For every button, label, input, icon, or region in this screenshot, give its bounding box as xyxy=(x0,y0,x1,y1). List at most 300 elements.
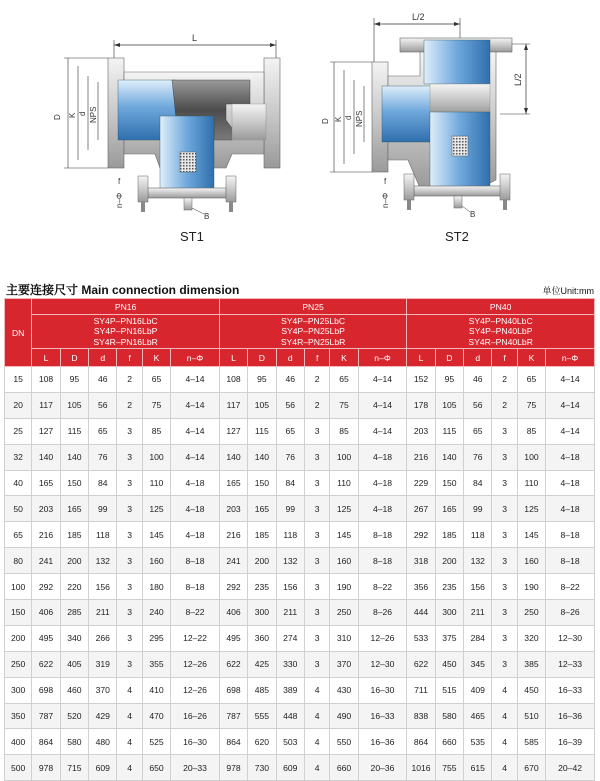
table-cell: 864 xyxy=(219,729,247,755)
table-cell: 615 xyxy=(464,755,492,781)
pn16-models xyxy=(32,315,219,349)
table-cell: 156 xyxy=(276,574,304,600)
table-cell: 698 xyxy=(219,677,247,703)
table-cell: 3 xyxy=(117,470,142,496)
table-cell: 8–18 xyxy=(171,548,220,574)
table-cell: 145 xyxy=(517,522,545,548)
table-cell: 140 xyxy=(32,444,60,470)
table-cell: 235 xyxy=(435,574,463,600)
table-cell: 4–14 xyxy=(171,418,220,444)
table-cell: 105 xyxy=(435,392,463,418)
table-cell: 389 xyxy=(276,677,304,703)
table-cell: 115 xyxy=(60,418,88,444)
table-cell: 156 xyxy=(89,574,117,600)
table-cell: 165 xyxy=(32,470,60,496)
table-cell: 3 xyxy=(304,470,329,496)
table-cell: 3 xyxy=(492,418,517,444)
table-cell: 160 xyxy=(142,548,170,574)
table-cell: 406 xyxy=(32,600,60,626)
table-cell: 132 xyxy=(89,548,117,574)
table-cell: 495 xyxy=(32,625,60,651)
table-cell: 85 xyxy=(517,418,545,444)
table-cell: 787 xyxy=(32,703,60,729)
table-cell: 3 xyxy=(492,548,517,574)
table-cell: 978 xyxy=(32,755,60,781)
table-cell: 4–18 xyxy=(546,444,595,470)
table-cell: 12–26 xyxy=(171,677,220,703)
table-cell: 3 xyxy=(492,444,517,470)
dim-l2-top-label: L/2 xyxy=(412,12,425,22)
dim-f-label: f xyxy=(118,177,121,186)
table-cell: 409 xyxy=(464,677,492,703)
pn40-header: PN40 xyxy=(407,299,595,315)
table-cell: 118 xyxy=(464,522,492,548)
table-cell: 660 xyxy=(435,729,463,755)
section-title: 主要连接尺寸 Main connection dimension xyxy=(6,283,240,297)
table-cell: 370 xyxy=(330,651,358,677)
table-cell: 448 xyxy=(276,703,304,729)
table-cell: 20–36 xyxy=(358,755,407,781)
table-cell: 65 xyxy=(89,418,117,444)
table-cell: 241 xyxy=(219,548,247,574)
table-cell: 12–30 xyxy=(358,651,407,677)
table-cell: 3 xyxy=(117,444,142,470)
table-cell: 340 xyxy=(60,625,88,651)
table-row xyxy=(5,703,595,729)
table-cell: 125 xyxy=(142,496,170,522)
table-cell: 4–14 xyxy=(171,367,220,393)
table-cell: 12–22 xyxy=(171,625,220,651)
pn25-models xyxy=(219,315,406,349)
table-row xyxy=(5,755,595,781)
table-cell: 3 xyxy=(117,651,142,677)
table-cell: 470 xyxy=(142,703,170,729)
table-cell: 117 xyxy=(219,392,247,418)
table-cell: 330 xyxy=(276,651,304,677)
unit-label: 单位Unit:mm xyxy=(542,286,594,296)
table-cell: 115 xyxy=(248,418,276,444)
table-cell: 99 xyxy=(89,496,117,522)
table-cell: 318 xyxy=(407,548,435,574)
table-cell: 430 xyxy=(330,677,358,703)
table-cell: 3 xyxy=(492,470,517,496)
table-cell: 75 xyxy=(517,392,545,418)
table-cell: 100 xyxy=(142,444,170,470)
column-header: D xyxy=(60,349,88,367)
table-cell: 425 xyxy=(248,651,276,677)
model-label: SY4P–PN25LbP xyxy=(281,326,345,337)
table-cell: 150 xyxy=(248,470,276,496)
table-cell: 4–18 xyxy=(546,496,595,522)
table-cell: 132 xyxy=(464,548,492,574)
table-cell: 211 xyxy=(89,600,117,626)
table-cell: 465 xyxy=(464,703,492,729)
table-row xyxy=(5,574,595,600)
table-cell: 56 xyxy=(89,392,117,418)
table-cell: 12–30 xyxy=(546,625,595,651)
table-cell: 3 xyxy=(117,522,142,548)
dim-d2-outer-label: D xyxy=(321,118,330,124)
table-cell: 99 xyxy=(276,496,304,522)
dim-k-label: K xyxy=(68,112,77,118)
table-cell: 16–30 xyxy=(358,677,407,703)
table-cell: 292 xyxy=(32,574,60,600)
table-cell: 284 xyxy=(464,625,492,651)
table-cell: 609 xyxy=(276,755,304,781)
table-cell: 3 xyxy=(492,574,517,600)
table-cell: 75 xyxy=(330,392,358,418)
column-header: f xyxy=(304,349,329,367)
dim-f2-label: f xyxy=(384,177,387,186)
table-cell: 274 xyxy=(276,625,304,651)
table-cell: 8–26 xyxy=(358,600,407,626)
table-cell: 450 xyxy=(517,677,545,703)
table-cell: 2 xyxy=(492,392,517,418)
table-cell: 292 xyxy=(407,522,435,548)
pn25-header: PN25 xyxy=(219,299,406,315)
table-cell: 100 xyxy=(517,444,545,470)
table-cell: 240 xyxy=(142,600,170,626)
dn-cell: 350 xyxy=(5,703,32,729)
table-cell: 12–33 xyxy=(546,651,595,677)
table-cell: 165 xyxy=(248,496,276,522)
model-label: SY4R–PN16LbR xyxy=(93,336,158,347)
dn-cell: 15 xyxy=(5,367,32,393)
table-cell: 16–30 xyxy=(171,729,220,755)
table-cell: 108 xyxy=(219,367,247,393)
table-cell: 8–22 xyxy=(358,574,407,600)
table-cell: 3 xyxy=(117,625,142,651)
table-cell: 235 xyxy=(248,574,276,600)
table-cell: 520 xyxy=(60,703,88,729)
table-cell: 460 xyxy=(60,677,88,703)
table-cell: 150 xyxy=(435,470,463,496)
table-cell: 555 xyxy=(248,703,276,729)
table-cell: 216 xyxy=(219,522,247,548)
table-cell: 525 xyxy=(142,729,170,755)
table-cell: 65 xyxy=(517,367,545,393)
table-cell: 4–14 xyxy=(546,418,595,444)
table-row xyxy=(5,470,595,496)
table-cell: 4 xyxy=(492,755,517,781)
table-cell: 405 xyxy=(60,651,88,677)
table-cell: 495 xyxy=(219,625,247,651)
table-row xyxy=(5,522,595,548)
table-cell: 75 xyxy=(142,392,170,418)
table-cell: 8–22 xyxy=(171,600,220,626)
column-header: f xyxy=(117,349,142,367)
table-cell: 3 xyxy=(492,496,517,522)
table-cell: 140 xyxy=(60,444,88,470)
table-cell: 3 xyxy=(492,625,517,651)
dim-l-label: L xyxy=(192,33,198,43)
table-cell: 864 xyxy=(407,729,435,755)
table-cell: 4–14 xyxy=(546,367,595,393)
table-cell: 140 xyxy=(248,444,276,470)
table-cell: 622 xyxy=(32,651,60,677)
dn-cell: 400 xyxy=(5,729,32,755)
table-cell: 185 xyxy=(435,522,463,548)
table-cell: 16–36 xyxy=(546,703,595,729)
table-cell: 267 xyxy=(407,496,435,522)
table-cell: 76 xyxy=(276,444,304,470)
model-label: SY4P–PN40LbP xyxy=(468,326,533,337)
table-cell: 622 xyxy=(219,651,247,677)
table-cell: 241 xyxy=(32,548,60,574)
table-cell: 46 xyxy=(464,367,492,393)
table-cell: 3 xyxy=(304,600,329,626)
table-cell: 140 xyxy=(219,444,247,470)
table-row xyxy=(5,651,595,677)
table-cell: 65 xyxy=(464,418,492,444)
table-cell: 190 xyxy=(517,574,545,600)
table-cell: 190 xyxy=(330,574,358,600)
model-header-row xyxy=(5,315,595,349)
table-cell: 650 xyxy=(142,755,170,781)
table-cell: 585 xyxy=(517,729,545,755)
column-header: K xyxy=(142,349,170,367)
table-cell: 4–14 xyxy=(546,392,595,418)
table-cell: 2 xyxy=(304,392,329,418)
st2-label: ST2 xyxy=(445,229,469,244)
table-cell: 266 xyxy=(89,625,117,651)
table-cell: 95 xyxy=(60,367,88,393)
table-cell: 211 xyxy=(464,600,492,626)
model-label: SY4P–PN25LbC xyxy=(281,315,346,326)
table-row xyxy=(5,367,595,393)
table-cell: 4–18 xyxy=(171,470,220,496)
dim-k2-label: K xyxy=(334,116,343,122)
table-cell: 355 xyxy=(142,651,170,677)
table-cell: 4–18 xyxy=(171,496,220,522)
dn-cell: 32 xyxy=(5,444,32,470)
column-header-row xyxy=(5,349,595,367)
table-cell: 200 xyxy=(248,548,276,574)
table-cell: 250 xyxy=(517,600,545,626)
table-cell: 65 xyxy=(276,418,304,444)
table-cell: 8–26 xyxy=(546,600,595,626)
dn-cell: 80 xyxy=(5,548,32,574)
table-cell: 4 xyxy=(492,729,517,755)
table-cell: 85 xyxy=(330,418,358,444)
column-header: d xyxy=(89,349,117,367)
table-cell: 4 xyxy=(304,755,329,781)
table-cell: 730 xyxy=(248,755,276,781)
model-label: SY4P–PN16LbC xyxy=(93,315,158,326)
table-cell: 127 xyxy=(219,418,247,444)
dn-cell: 250 xyxy=(5,651,32,677)
st1-drawing xyxy=(53,33,280,221)
dn-cell: 40 xyxy=(5,470,32,496)
table-cell: 250 xyxy=(330,600,358,626)
table-cell: 125 xyxy=(330,496,358,522)
table-cell: 4 xyxy=(492,677,517,703)
table-cell: 864 xyxy=(32,729,60,755)
table-cell: 4 xyxy=(492,703,517,729)
table-cell: 3 xyxy=(304,651,329,677)
table-cell: 1016 xyxy=(407,755,435,781)
dn-cell: 65 xyxy=(5,522,32,548)
dn-cell: 25 xyxy=(5,418,32,444)
table-cell: 84 xyxy=(464,470,492,496)
table-cell: 8–18 xyxy=(546,522,595,548)
table-cell: 620 xyxy=(248,729,276,755)
st2-drawing xyxy=(321,12,530,219)
table-cell: 3 xyxy=(492,522,517,548)
table-cell: 4 xyxy=(304,729,329,755)
table-row xyxy=(5,418,595,444)
table-cell: 152 xyxy=(407,367,435,393)
table-cell: 84 xyxy=(89,470,117,496)
dn-cell: 200 xyxy=(5,625,32,651)
table-cell: 3 xyxy=(304,548,329,574)
dim-l2-side-label: L/2 xyxy=(513,73,523,86)
table-cell: 65 xyxy=(142,367,170,393)
table-cell: 160 xyxy=(517,548,545,574)
table-cell: 4–14 xyxy=(171,444,220,470)
column-header: n–Φ xyxy=(358,349,407,367)
table-cell: 178 xyxy=(407,392,435,418)
table-cell: 356 xyxy=(407,574,435,600)
table-cell: 95 xyxy=(248,367,276,393)
table-cell: 2 xyxy=(117,367,142,393)
table-cell: 65 xyxy=(330,367,358,393)
table-cell: 310 xyxy=(330,625,358,651)
table-cell: 140 xyxy=(435,444,463,470)
table-cell: 8–18 xyxy=(546,548,595,574)
table-cell: 95 xyxy=(435,367,463,393)
table-cell: 117 xyxy=(32,392,60,418)
table-row xyxy=(5,600,595,626)
table-cell: 165 xyxy=(60,496,88,522)
dim-nps2-label: NPS xyxy=(355,110,364,127)
table-cell: 450 xyxy=(435,651,463,677)
table-cell: 118 xyxy=(89,522,117,548)
table-cell: 300 xyxy=(435,600,463,626)
model-label: SY4P–PN40LbC xyxy=(468,315,533,326)
dim-nphi-label: n–Φ xyxy=(115,192,124,208)
table-cell: 56 xyxy=(276,392,304,418)
table-cell: 180 xyxy=(142,574,170,600)
table-cell: 2 xyxy=(304,367,329,393)
table-cell: 580 xyxy=(60,729,88,755)
table-cell: 375 xyxy=(435,625,463,651)
table-cell: 490 xyxy=(330,703,358,729)
table-cell: 4–14 xyxy=(358,392,407,418)
table-cell: 115 xyxy=(435,418,463,444)
column-header: n–Φ xyxy=(546,349,595,367)
table-cell: 2 xyxy=(492,367,517,393)
dim-nphi2-label: n–Φ xyxy=(381,192,390,208)
column-header: D xyxy=(248,349,276,367)
table-cell: 211 xyxy=(276,600,304,626)
dn-cell: 20 xyxy=(5,392,32,418)
table-cell: 16–26 xyxy=(171,703,220,729)
dimension-table xyxy=(4,298,595,781)
table-cell: 3 xyxy=(492,651,517,677)
table-cell: 160 xyxy=(330,548,358,574)
table-cell: 660 xyxy=(330,755,358,781)
dim-d-outer-label: D xyxy=(53,114,62,120)
table-body xyxy=(5,367,595,781)
table-cell: 216 xyxy=(407,444,435,470)
column-header: L xyxy=(32,349,60,367)
table-cell: 485 xyxy=(248,677,276,703)
table-cell: 203 xyxy=(32,496,60,522)
table-cell: 385 xyxy=(517,651,545,677)
table-cell: 99 xyxy=(464,496,492,522)
table-cell: 4–18 xyxy=(171,522,220,548)
dn-cell: 500 xyxy=(5,755,32,781)
table-cell: 16–36 xyxy=(358,729,407,755)
table-cell: 838 xyxy=(407,703,435,729)
table-cell: 156 xyxy=(464,574,492,600)
table-cell: 203 xyxy=(219,496,247,522)
table-cell: 295 xyxy=(142,625,170,651)
table-cell: 609 xyxy=(89,755,117,781)
table-cell: 20–42 xyxy=(546,755,595,781)
table-cell: 2 xyxy=(117,392,142,418)
column-header: n–Φ xyxy=(171,349,220,367)
pn-header-row xyxy=(5,299,595,315)
dn-cell: 150 xyxy=(5,600,32,626)
table-cell: 755 xyxy=(435,755,463,781)
table-cell: 533 xyxy=(407,625,435,651)
table-cell: 550 xyxy=(330,729,358,755)
table-cell: 16–33 xyxy=(358,703,407,729)
dn-cell: 100 xyxy=(5,574,32,600)
model-label: SY4P–PN16LbP xyxy=(93,326,158,337)
table-cell: 3 xyxy=(117,496,142,522)
strainer-drawings-svg xyxy=(0,0,600,270)
table-cell: 4 xyxy=(117,703,142,729)
table-cell: 8–22 xyxy=(546,574,595,600)
table-row xyxy=(5,548,595,574)
table-row xyxy=(5,677,595,703)
table-row xyxy=(5,392,595,418)
dim-b-label: B xyxy=(204,212,210,221)
dn-cell: 300 xyxy=(5,677,32,703)
column-header: f xyxy=(492,349,517,367)
table-cell: 580 xyxy=(435,703,463,729)
table-cell: 3 xyxy=(304,574,329,600)
table-cell: 84 xyxy=(276,470,304,496)
table-cell: 3 xyxy=(117,418,142,444)
column-header: L xyxy=(407,349,435,367)
technical-drawing xyxy=(0,0,600,270)
model-label: SY4R–PN25LbR xyxy=(280,336,346,347)
table-cell: 229 xyxy=(407,470,435,496)
table-cell: 110 xyxy=(517,470,545,496)
table-cell: 360 xyxy=(248,625,276,651)
table-cell: 3 xyxy=(304,496,329,522)
table-cell: 125 xyxy=(517,496,545,522)
pn40-models xyxy=(407,315,595,349)
table-row xyxy=(5,625,595,651)
table-cell: 3 xyxy=(304,522,329,548)
dim-nps-label: NPS xyxy=(89,106,98,123)
table-cell: 132 xyxy=(276,548,304,574)
table-cell: 510 xyxy=(517,703,545,729)
table-cell: 3 xyxy=(117,548,142,574)
table-cell: 320 xyxy=(517,625,545,651)
table-cell: 480 xyxy=(89,729,117,755)
table-cell: 20–33 xyxy=(171,755,220,781)
table-cell: 16–33 xyxy=(546,677,595,703)
table-cell: 12–26 xyxy=(358,625,407,651)
table-cell: 145 xyxy=(142,522,170,548)
table-cell: 85 xyxy=(142,418,170,444)
